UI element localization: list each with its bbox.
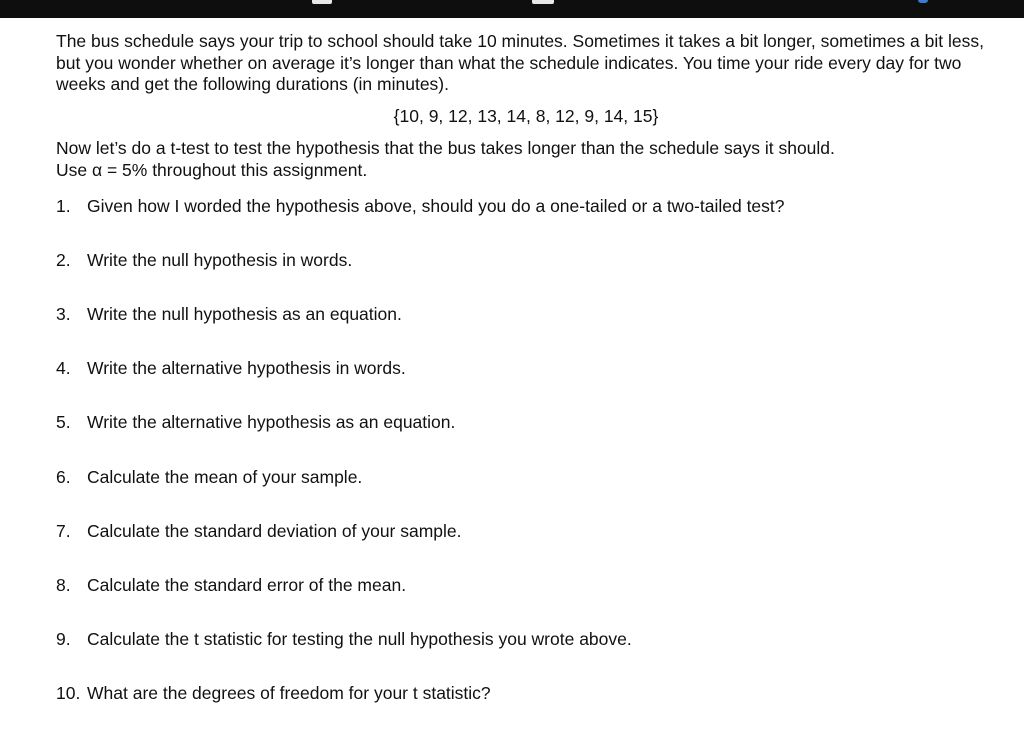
- toolbar-control[interactable]: [312, 0, 332, 4]
- question-number: 6.: [56, 467, 71, 487]
- window-top-bar: [0, 0, 1024, 18]
- question-item-2: [56, 250, 352, 272]
- question-text: Write the alternative hypothesis in words.: [87, 358, 406, 378]
- question-text: Write the null hypothesis as an equation.: [87, 304, 402, 324]
- question-number: 4.: [56, 358, 71, 378]
- question-item-4: [56, 358, 406, 380]
- question-text: Calculate the t statistic for testing the null hypothesis you wrote above.: [87, 629, 632, 649]
- question-item-9: [56, 629, 632, 651]
- document-body: [56, 31, 996, 181]
- question-number: 10.: [56, 683, 81, 703]
- intro-paragraph: The bus schedule says your trip to school should take 10 minutes. Sometimes it takes a bit longer, sometimes a bit less, but you wonder whether on average it’s longer than what the schedule indicates. You time your ride every day for two weeks and get the following durations (in minutes).: [56, 31, 984, 94]
- question-text: Calculate the mean of your sample.: [87, 467, 363, 487]
- question-number: 7.: [56, 521, 71, 541]
- context-line-1: Now let’s do a t-test to test the hypothesis that the bus takes longer than the schedule says it should.: [56, 138, 835, 158]
- context-paragraph: [56, 138, 996, 181]
- question-number: 5.: [56, 412, 71, 432]
- question-item-8: [56, 575, 406, 597]
- question-text: Given how I worded the hypothesis above, should you do a one-tailed or a two-tailed test?: [87, 196, 785, 216]
- question-number: 2.: [56, 250, 71, 270]
- question-item-5: [56, 412, 455, 434]
- toolbar-control[interactable]: [532, 0, 554, 4]
- question-number: 1.: [56, 196, 71, 216]
- question-item-6: [56, 467, 362, 489]
- context-line-2: Use α = 5% throughout this assignment.: [56, 159, 368, 180]
- question-number: 9.: [56, 629, 71, 649]
- status-dot-icon: [918, 0, 928, 3]
- question-item-3: [56, 304, 402, 326]
- data-set: {10, 9, 12, 13, 14, 8, 12, 9, 14, 15}: [393, 105, 659, 126]
- question-text: What are the degrees of freedom for your t statistic?: [87, 683, 491, 703]
- question-item-7: [56, 521, 462, 543]
- question-number: 8.: [56, 575, 71, 595]
- question-item-10: [56, 683, 491, 705]
- question-text: Write the alternative hypothesis as an equation.: [87, 412, 456, 432]
- question-text: Calculate the standard error of the mean.: [87, 575, 407, 595]
- question-number: 3.: [56, 304, 71, 324]
- question-text: Calculate the standard deviation of your sample.: [87, 521, 462, 541]
- question-text: Write the null hypothesis in words.: [87, 250, 353, 270]
- question-item-1: [56, 196, 785, 218]
